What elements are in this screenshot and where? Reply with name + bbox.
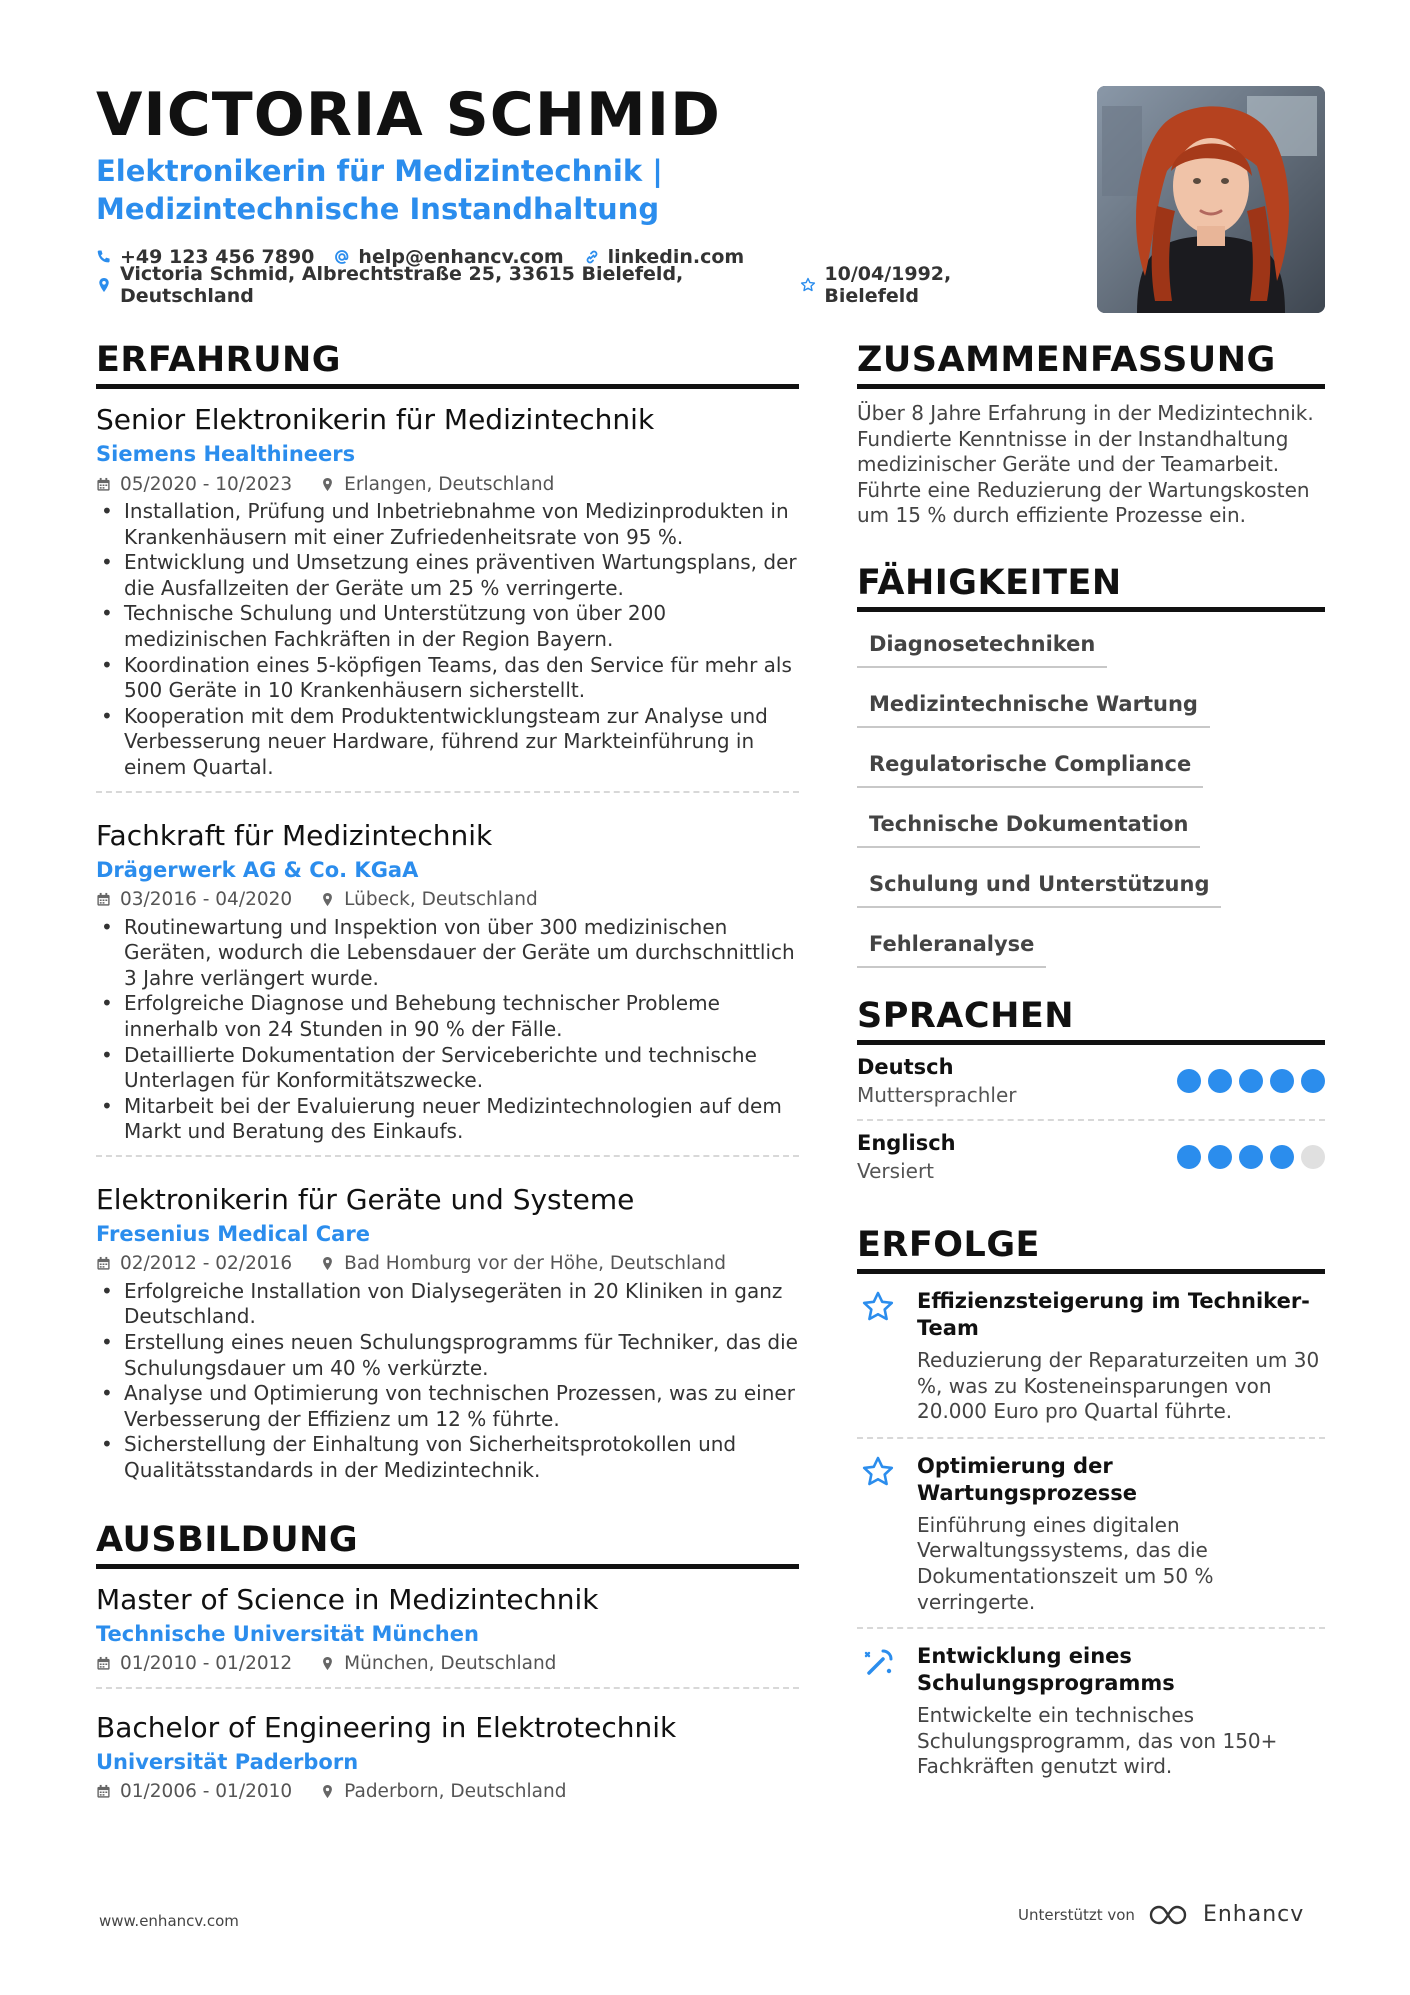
address: Victoria Schmid, Albrechtstraße 25, 33615 Bielefeld, Deutschland <box>120 263 684 307</box>
date-text: 02/2012 - 02/2016 <box>120 1253 293 1275</box>
languages-heading: SPRACHEN <box>857 996 1325 1045</box>
location-text: Lübeck, Deutschland <box>344 889 538 911</box>
degree: Bachelor of Engineering in Elektrotechnik <box>96 1710 677 1744</box>
calendar-icon <box>96 892 111 907</box>
location-pin-icon <box>96 277 112 293</box>
rating-dot <box>1208 1145 1232 1169</box>
skills-list <box>857 618 1325 978</box>
bullet-item: • Mitarbeit bei der Evaluierung neuer Medizintechnologien auf dem Markt und Beratung des Einkaufs. <box>96 1094 799 1145</box>
achievement-description: Einführung eines digitalen Verwaltungssystems, das die Dokumentationszeit um 50 % verringerte. <box>917 1512 1214 1614</box>
language-rating <box>1170 1069 1325 1093</box>
bullet-item: • Erstellung eines neuen Schulungsprogramms für Techniker, das die Schulungsdauer um 40 % verkürzte. <box>96 1330 799 1381</box>
achievement-description: Reduzierung der Reparaturzeiten um 30 %, was zu Kosteneinsparungen von 20.000 Euro pro Quartal führte. <box>917 1347 1320 1424</box>
language-level: Versiert <box>857 1158 935 1183</box>
location-pin-icon <box>320 892 335 907</box>
location-text: Erlangen, Deutschland <box>344 473 555 495</box>
job-company: Siemens Healthineers <box>96 442 356 466</box>
location-pin-icon <box>320 1784 335 1799</box>
language-row <box>857 1119 1325 1195</box>
language-name: Englisch <box>857 1130 956 1155</box>
job-bullets <box>96 915 799 1145</box>
skill-tag: Schulung und Unterstützung <box>857 858 1221 908</box>
date-text: 01/2006 - 01/2010 <box>120 1781 293 1803</box>
skill-tag: Regulatorische Compliance <box>857 738 1203 788</box>
date-location <box>96 469 799 499</box>
birth-info: 10/04/1992, Bielefeld <box>824 263 952 307</box>
location-text: Paderborn, Deutschland <box>344 1781 567 1803</box>
date-range <box>96 1653 292 1674</box>
star-icon <box>857 1453 917 1615</box>
footer-website[interactable]: www.enhancv.com <box>99 1912 239 1930</box>
language-row <box>857 1045 1325 1119</box>
education-list <box>96 1581 799 1815</box>
location-pin-icon <box>320 477 335 492</box>
rating-dot <box>1239 1145 1263 1169</box>
rating-dot <box>1301 1145 1325 1169</box>
location-pin-icon <box>320 1656 335 1671</box>
date-location <box>96 1249 799 1279</box>
bullet-item: • Koordination eines 5-köpfigen Teams, das den Service für mehr als 500 Geräte in 10 Krankenhäusern sicherstellt. <box>96 653 799 704</box>
rating-dot <box>1270 1145 1294 1169</box>
location <box>320 1781 566 1802</box>
summary-heading: ZUSAMMENFASSUNG <box>857 340 1325 389</box>
job-bullets <box>96 499 799 781</box>
bullet-item: • Kooperation mit dem Produktentwicklungsteam zur Analyse und Verbesserung neuer Hardware, führend zur Markteinführung in einem Quartal. <box>96 704 799 781</box>
summary-text: Über 8 Jahre Erfahrung in der Medizintechnik. Fundierte Kenntnisse in der Instandhaltung medizinischer Geräte und der Teamarbeit. Führte eine Reduzierung der Wartungskosten um 15 % durch effiziente Prozesse ein. <box>857 401 1314 528</box>
rating-dot <box>1177 1145 1201 1169</box>
languages-list <box>857 1045 1325 1195</box>
rating-dot <box>1270 1069 1294 1093</box>
date-range <box>96 1253 292 1274</box>
school: Universität Paderborn <box>96 1749 359 1774</box>
achievements-heading: ERFOLGE <box>857 1225 1325 1274</box>
bullet-item: • Installation, Prüfung und Inbetriebnahme von Medizinprodukten in Krankenhäusern mit einer Zufriedenheitsrate von 95 %. <box>96 499 799 550</box>
right-column <box>857 340 1325 1792</box>
language-level: Muttersprachler <box>857 1082 1017 1107</box>
education-entry <box>96 1687 799 1815</box>
location <box>320 889 538 910</box>
linkedin-link[interactable]: linkedin.com <box>607 246 745 268</box>
job-company: Fresenius Medical Care <box>96 1221 370 1246</box>
school: Technische Universität München <box>96 1621 479 1646</box>
bullet-item: • Analyse und Optimierung von technischen Prozessen, was zu einer Verbesserung der Effizienz um 12 % führte. <box>96 1381 799 1432</box>
skill-tag: Diagnosetechniken <box>857 618 1107 668</box>
location-text: Bad Homburg vor der Höhe, Deutschland <box>344 1253 726 1275</box>
education-entry <box>96 1581 799 1687</box>
date-text: 03/2016 - 04/2020 <box>120 889 293 911</box>
job-entry <box>96 791 799 1155</box>
magic-wand-icon <box>857 1643 917 1780</box>
rating-dot <box>1239 1069 1263 1093</box>
star-icon <box>857 1288 917 1425</box>
achievement-item <box>857 1627 1325 1792</box>
location <box>320 1253 726 1274</box>
email-link[interactable]: help@enhancv.com <box>358 246 564 268</box>
date-range <box>96 889 292 910</box>
candidate-title: Elektronikerin für Medizintechnik | Medizintechnische Instandhaltung <box>96 154 663 226</box>
enhancv-logo-icon <box>1147 1903 1195 1927</box>
calendar-icon <box>96 1784 111 1799</box>
phone-number[interactable]: +49 123 456 7890 <box>120 246 315 268</box>
star-outline-icon <box>800 277 816 293</box>
candidate-name: VICTORIA SCHMID <box>96 80 721 150</box>
calendar-icon <box>96 477 111 492</box>
achievement-title: Optimierung der Wartungsprozesse <box>917 1453 1137 1505</box>
job-role: Fachkraft für Medizintechnik <box>96 818 493 852</box>
calendar-icon <box>96 1656 111 1671</box>
bullet-item: • Detaillierte Dokumentation der Serviceberichte und technische Unterlagen für Konformitätszwecke. <box>96 1043 799 1094</box>
date-range <box>96 1781 292 1802</box>
bullet-item: • Erfolgreiche Installation von Dialysegeräten in 20 Kliniken in ganz Deutschland. <box>96 1279 799 1330</box>
location-pin-icon <box>320 1256 335 1271</box>
rating-dot <box>1177 1069 1201 1093</box>
location <box>320 474 554 495</box>
footer-branding <box>1018 1902 1304 1927</box>
skill-tag: Technische Dokumentation <box>857 798 1200 848</box>
calendar-icon <box>96 1256 111 1271</box>
achievement-title: Effizienzsteigerung im Techniker-Team <box>917 1288 1310 1340</box>
language-rating <box>1170 1145 1325 1169</box>
date-text: 01/2010 - 01/2012 <box>120 1653 293 1675</box>
education-heading: AUSBILDUNG <box>96 1520 799 1569</box>
date-text: 05/2020 - 10/2023 <box>120 473 293 495</box>
brand-name: Enhancv <box>1202 1902 1305 1927</box>
achievement-title: Entwicklung eines Schulungsprogramms <box>917 1644 1175 1696</box>
location <box>320 1653 556 1674</box>
job-entry <box>96 1155 799 1494</box>
achievement-item <box>857 1274 1325 1437</box>
language-name: Deutsch <box>857 1054 954 1079</box>
bullet-item: • Erfolgreiche Diagnose und Behebung technischer Probleme innerhalb von 24 Stunden in 90 % der Fälle. <box>96 991 799 1042</box>
date-location <box>96 1649 799 1679</box>
achievement-description: Entwickelte ein technisches Schulungsprogramm, das von 150+ Fachkräften genutzt wird. <box>917 1703 1278 1779</box>
job-role: Senior Elektronikerin für Medizintechnik <box>96 403 655 436</box>
achievements-list <box>857 1274 1325 1792</box>
bullet-item: • Sicherstellung der Einhaltung von Sicherheitsprotokollen und Qualitätsstandards in der Medizintechnik. <box>96 1432 799 1483</box>
bullet-item: • Entwicklung und Umsetzung eines präventiven Wartungsplans, der die Ausfallzeiten der Geräte um 25 % verringerte. <box>96 550 799 601</box>
job-entry <box>96 401 799 791</box>
rating-dot <box>1208 1069 1232 1093</box>
skill-tag: Fehleranalyse <box>857 918 1046 968</box>
profile-photo <box>1097 86 1325 313</box>
achievement-item <box>857 1437 1325 1627</box>
date-range <box>96 474 292 495</box>
job-bullets <box>96 1279 799 1484</box>
skill-tag: Medizintechnische Wartung <box>857 678 1210 728</box>
job-role: Elektronikerin für Geräte und Systeme <box>96 1182 635 1216</box>
rating-dot <box>1301 1069 1325 1093</box>
left-column <box>96 340 799 1815</box>
bullet-item: • Routinewartung und Inspektion von über 300 medizinischen Geräten, wodurch die Lebensdauer der Geräte um durchschnittlich 3 Jahre verlängert wurde. <box>96 915 799 992</box>
bullet-item: • Technische Schulung und Unterstützung von über 200 medizinischen Fachkräften in der Region Bayern. <box>96 601 799 652</box>
job-company: Drägerwerk AG & Co. KGaA <box>96 857 419 882</box>
degree: Master of Science in Medizintechnik <box>96 1582 599 1616</box>
powered-by-label: Unterstützt von <box>1018 1905 1135 1924</box>
skills-heading: FÄHIGKEITEN <box>857 563 1325 612</box>
experience-heading: ERFAHRUNG <box>96 340 799 389</box>
experience-list <box>96 401 799 1494</box>
location-text: München, Deutschland <box>344 1653 557 1675</box>
contact-info <box>96 243 1056 307</box>
date-location <box>96 885 799 915</box>
date-location <box>96 1777 799 1807</box>
